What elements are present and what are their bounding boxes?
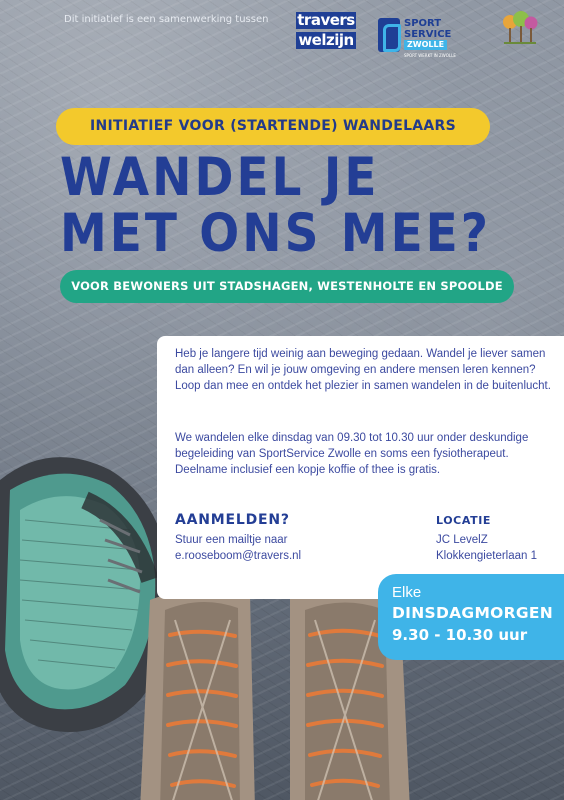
details-paragraph: We wandelen elke dinsdag van 09.30 tot 10.30 uur onder deskundige begeleiding van SportService Zwolle en soms een fysiotherapeut. Deelname inclusief een kopje koffie of thee is gratis. [175, 432, 529, 476]
schedule-frequency: Elke [392, 584, 422, 601]
travers-welzijn-logo [296, 12, 356, 52]
tagline-pill: INITIATIEF VOOR (STARTENDE) WANDELAARS [56, 108, 490, 145]
trees-logo-icon [500, 10, 540, 48]
headline-line2: MET ONS MEE? [60, 202, 492, 265]
headline [60, 146, 540, 265]
travers-logo-line2: welzijn [296, 32, 356, 49]
headline-line1: WANDEL JE [60, 146, 380, 209]
sportservice-mark-icon [378, 18, 400, 52]
schedule-badge [378, 574, 564, 660]
sportservice-logo-tagline: SPORT WERKT IN ZWOLLE [404, 53, 456, 58]
sportservice-logo-city: ZWOLLE [404, 40, 447, 50]
signup-email-link[interactable]: e.rooseboom@travers.nl [175, 550, 302, 562]
intro-paragraph: Heb je langere tijd weinig aan beweging gedaan. Wandel je liever samen dan alleen? En wil je jouw omgeving en andere mensen leren kennen? Loop dan mee en ontdek het plezier in samen wandelen in de buitenlucht. [175, 348, 551, 392]
audience-pill: VOOR BEWONERS UIT STADSHAGEN, WESTENHOLTE EN SPOOLDE [60, 270, 514, 303]
signup-instruction: Stuur een mailtje naar [175, 534, 288, 546]
sportservice-zwolle-logo [378, 18, 474, 64]
location-heading: LOCATIE [436, 514, 492, 527]
schedule-day: DINSDAGMORGEN [392, 604, 554, 622]
schedule-time: 9.30 - 10.30 uur [392, 626, 528, 644]
sportservice-logo-text: SPORT SERVICE [404, 18, 452, 40]
partner-note: Dit initiatief is een samenwerking tussen [64, 14, 269, 25]
signup-heading: AANMELDEN? [175, 512, 290, 528]
location-name: JC LevelZ [436, 534, 488, 546]
travers-logo-line1: travers [297, 11, 355, 29]
location-address: Klokkengieterlaan 1 [436, 550, 538, 562]
info-card [157, 336, 564, 599]
